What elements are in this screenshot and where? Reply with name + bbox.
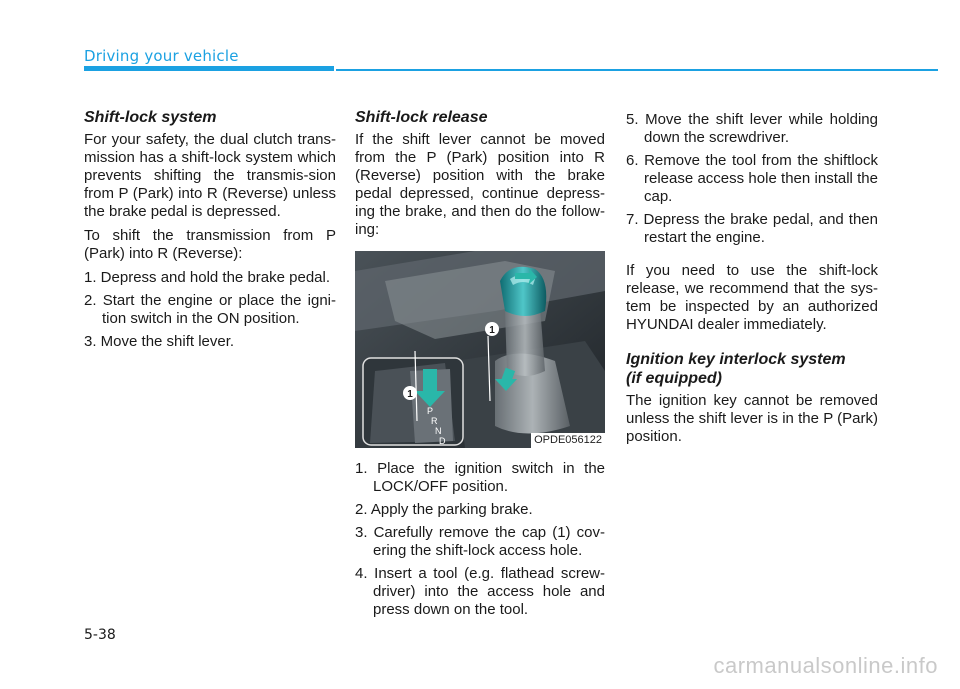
shift-lock-instruction: To shift the transmission from P (Park) into R (Reverse): bbox=[84, 227, 336, 262]
shift-lock-intro: For your safety, the dual clutch trans-mission has a shift-lock system which prevents shifting the transmis-sion from P (Park) into R (Reverse) unless the brake pedal is depressed. bbox=[84, 131, 336, 220]
column-1 bbox=[84, 108, 336, 356]
ignition-interlock-text: The ignition key cannot be removed unless the shift lever is in the P (Park) position. bbox=[626, 392, 878, 445]
list-item: 6. Remove the tool from the shiftlock release access hole then install the cap. bbox=[626, 152, 878, 205]
gear-label-d: D bbox=[439, 436, 446, 446]
shift-lever-figure bbox=[355, 251, 605, 448]
header-rule-thin bbox=[336, 69, 938, 71]
shift-lock-recommendation: If you need to use the shift-lock release, we recommend that the sys-tem be inspected by an authorized HYUNDAI dealer immediately. bbox=[626, 262, 878, 333]
ignition-interlock-heading-sub: (if equipped) bbox=[626, 370, 722, 387]
column-3 bbox=[626, 111, 878, 452]
list-item: 1. Depress and hold the brake pedal. bbox=[84, 269, 330, 286]
figure-inset-callout-1: 1 bbox=[407, 389, 413, 400]
list-item: 4. Insert a tool (e.g. flathead screw-driver) into the access hole and press down on the tool. bbox=[355, 565, 605, 618]
section-title: Driving your vehicle bbox=[84, 47, 239, 65]
list-item: 2. Apply the parking brake. bbox=[355, 501, 533, 518]
shift-lock-system-heading: Shift-lock system bbox=[84, 109, 217, 126]
list-item: 1. Place the ignition switch in the LOCK/OFF position. bbox=[355, 460, 605, 495]
gear-label-r: R bbox=[431, 416, 438, 426]
gear-label-n: N bbox=[435, 426, 442, 436]
list-item: 2. Start the engine or place the igni-tion switch in the ON position. bbox=[84, 292, 336, 327]
shift-lock-release-steps-cont bbox=[626, 111, 878, 247]
shift-lock-release-heading: Shift-lock release bbox=[355, 109, 488, 126]
watermark: carmanualsonline.info bbox=[713, 653, 938, 678]
figure-code: OPDE056122 bbox=[531, 433, 605, 448]
list-item: 7. Depress the brake pedal, and then restart the engine. bbox=[626, 211, 878, 246]
page-number: 5-38 bbox=[84, 627, 116, 643]
column-2 bbox=[355, 108, 605, 624]
shift-lock-steps bbox=[84, 269, 336, 351]
figure-callout-1: 1 bbox=[489, 325, 495, 336]
gear-label-p: P bbox=[427, 406, 434, 416]
list-item: 3. Move the shift lever. bbox=[84, 333, 235, 350]
shift-lock-release-steps bbox=[355, 460, 605, 619]
list-item: 5. Move the shift lever while holding down the screwdriver. bbox=[626, 111, 878, 146]
shift-lever-illustration bbox=[355, 251, 605, 448]
header-rule-thick bbox=[84, 66, 334, 71]
ignition-interlock-heading: Ignition key interlock system bbox=[626, 351, 846, 368]
list-item: 3. Carefully remove the cap (1) cov-ering the shift-lock access hole. bbox=[355, 524, 605, 559]
shift-lock-release-intro: If the shift lever cannot be moved from the P (Park) position into R (Reverse) position with the brake pedal depressed, continue depress-ing the brake, and then do the follow-ing: bbox=[355, 131, 605, 238]
